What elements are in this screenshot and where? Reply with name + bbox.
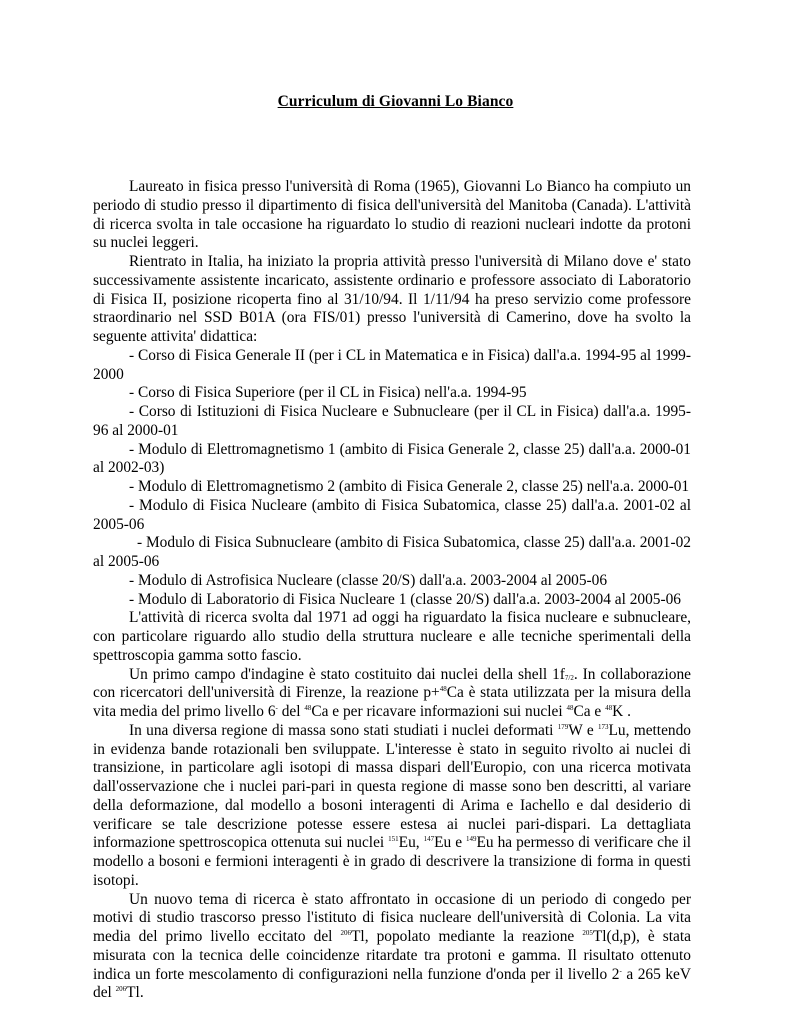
document-body — [93, 178, 691, 1003]
paragraph-deformed-nuclei: In una diversa regione di massa sono stati studiati i nuclei deformati $^{179}$W e $^{173}$Lu, mettendo in evidenza bande rotazionali ben sviluppate. L'interesse è stato in seguito rivolto ai nuclei di transizione, in particolare agli isotopi di massa dispari dell'Europio, con una ricerca motivata dall'osservazione che i nuclei pari-pari in questa regione di masse sono ben descritti, al variare della deformazione, dal modello a bosoni interagenti di Arima e Iachello e dal desiderio di verificare se tale descrizione potesse essere estesa ai nuclei pari-dispari. La dettagliata informazione spettroscopica ottenuta sui nuclei $^{151}$Eu, $^{147}$Eu e $^{149}$Eu ha permesso di verificare che il modello a bosoni e fermioni interagenti è in grado di descrivere la transizione di forma in questi isotopi. — [93, 721, 692, 889]
paragraph-cologne-research: Un nuovo tema di ricerca è stato affrontato in occasione di un periodo di congedo per motivi di studio trascorso presso l'istituto di fisica nucleare dell'università di Colonia. La vita media del primo livello eccitato del $^{206}$Tl, popolato mediante la reazione $^{205}$Tl(d,p), è stata misurata con la tecnica delle coincidenze ritardate tra protoni e gamma. Il risultato ottenuto indica un forte mescolamento di configurazioni nella funzione d'onda per il livello 2- a 265 keV del $^{206}$Tl. — [93, 890, 691, 1002]
course-item: - Modulo di Fisica Nucleare (ambito di Fisica Subatomica, classe 25) dall'a.a. 2001-02 al 2005-06 — [93, 496, 691, 533]
course-item: - Modulo di Laboratorio di Fisica Nucleare 1 (classe 20/S) dall'a.a. 2003-2004 al 2005-06 — [129, 590, 681, 608]
paragraph-education: Laureato in fisica presso l'università di Roma (1965), Giovanni Lo Bianco ha compiuto un periodo di studio presso il dipartimento di fisica dell'università del Manitoba (Canada). L'attività di ricerca svolta in tale occasione ha riguardato lo studio di reazioni nucleari indotte da protoni su nuclei leggeri. — [93, 178, 691, 252]
course-item: - Corso di Fisica Generale II (per i CL in Matematica e in Fisica) dall'a.a. 1994-95 al 1999-2000 — [93, 346, 691, 383]
course-item: - Corso di Istituzioni di Fisica Nucleare e Subnucleare (per il CL in Fisica) dall'a.a. 1995-96 al 2000-01 — [93, 403, 691, 439]
course-item: - Modulo di Astrofisica Nucleare (classe 20/S) dall'a.a. 2003-2004 al 2005-06 — [129, 571, 608, 589]
course-item: - Modulo di Elettromagnetismo 1 (ambito di Fisica Generale 2, classe 25) dall'a.a. 2000-01 al 2002-03) — [93, 440, 691, 477]
course-item: - Modulo di Elettromagnetismo 2 (ambito di Fisica Generale 2, classe 25) nell'a.a. 2000-01 — [129, 478, 690, 495]
paragraph-shell-1f: Un primo campo d'indagine è stato costituito dai nuclei della shell $1f_{7/2}$. In collaborazione con ricercatori dell'università di Firenze, la reazione p+$^{48}$Ca è stata utilizzata per la misura della vita media del primo livello 6- del $^{48}$Ca e per ricavare informazioni sui nuclei $^{48}$Ca e $^{48}$K . — [93, 665, 691, 720]
paragraph-career: Rientrato in Italia, ha iniziato la propria attività presso l'università di Milano dove e' stato successivamente assistente incaricato, assistente ordinario e professore associato di Laboratorio di Fisica II, posizione ricoperta fino al 31/10/94. Il 1/11/94 ha preso servizio come professore straordinario nel SSD B01A (ora FIS/01) presso l'università di Camerino, dove ha svolto la seguente attivita' didattica: — [93, 253, 691, 345]
course-item: - Modulo di Fisica Subnucleare (ambito di Fisica Subatomica, classe 25) dall'a.a. 2001-02 al 2005-06 — [93, 534, 691, 570]
paragraph-research-overview: L'attività di ricerca svolta dal 1971 ad oggi ha riguardato la fisica nucleare e subnucleare, con particolare riguardo allo studio della struttura nucleare e alle tecniche sperimentali della spettroscopia gamma sotto fascio. — [93, 609, 691, 664]
document-title: Curriculum di Giovanni Lo Bianco — [277, 93, 514, 110]
course-item: - Corso di Fisica Superiore (per il CL in Fisica) nell'a.a. 1994-95 — [129, 384, 527, 402]
